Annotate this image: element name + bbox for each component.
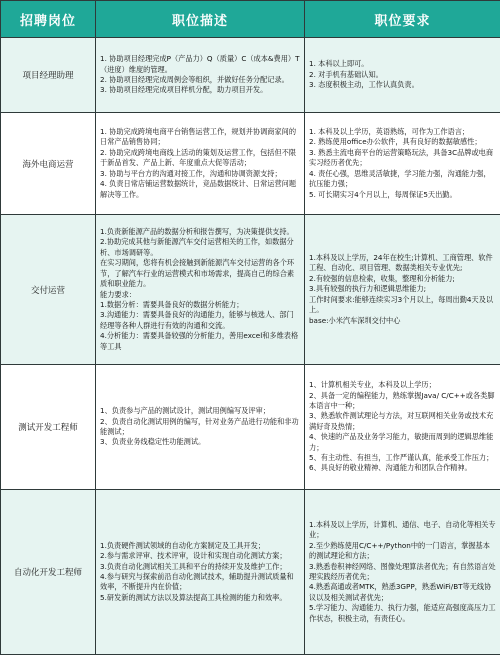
description-line: 3、负责业务线稳定性功能测试。 <box>100 437 300 447</box>
requirement-line: 6、具良好的敬业精神、沟通能力和团队合作精神。 <box>309 463 496 473</box>
header-requirements: 职位要求 <box>305 1 500 38</box>
description-cell <box>96 365 305 490</box>
requirement-line: 4.熟悉高通或者MTK，熟悉3GPP，熟悉WiFi/BT等无线协议以及相关测试者优先； <box>309 582 496 603</box>
description-line: 1.负责新能源产品的数据分析和报告撰写，为决策提供支持。 <box>100 227 300 237</box>
description-line: 2.协助完成其他与新能源汽车交付运营相关的工作，如数据分析、市场调研等。 <box>100 237 300 258</box>
header-description: 职位描述 <box>96 1 305 38</box>
description-line: 3. 协助与平台方的沟通对接工作，沟通和协调资源支持； <box>100 169 300 179</box>
requirement-line: 2.有较强的信息检索，收集，整理和分析能力; <box>309 274 496 284</box>
requirements-cell <box>305 113 500 215</box>
description-line: 4.分析能力：需要具备较强的分析能力，善用excel和多维表格等工具 <box>100 331 300 352</box>
description-line: 2. 协助完成跨境电商线上活动的策划及运营工作，包括但不限于新品首发、产品上新、年度重点大促等活动； <box>100 148 300 169</box>
description-line: 3. 协助项目经理完成项目样机分配，助力项目开发。 <box>100 85 300 95</box>
requirement-line: 1. 本科以上即可。 <box>309 59 496 69</box>
requirement-line: 2.至少熟练使用C/C++/Python中的一门语言，掌握基本的测试理论和方法； <box>309 541 496 562</box>
requirement-line: 3. 熟悉主流电商平台的运营策略玩法，具备3C品牌或电商实习经历者优先； <box>309 148 496 169</box>
requirement-line: 3.具有较强的执行力和逻辑思维能力; <box>309 284 496 294</box>
position-cell: 交付运营 <box>1 215 96 365</box>
requirement-line: 2、具备一定的编程能力，熟练掌握Java/ C/C++或各类脚本语言中一种； <box>309 391 496 412</box>
description-line: 3.负责自动化测试相关工具和平台的持续开发及维护工作； <box>100 562 300 572</box>
table-row <box>1 490 500 655</box>
requirements-cell <box>305 215 500 365</box>
position-cell: 项目经理助理 <box>1 38 96 113</box>
table-row <box>1 38 500 113</box>
requirement-line: 5. 可长期实习4个月以上，每周保证5天出勤。 <box>309 190 496 200</box>
table-row <box>1 215 500 365</box>
description-line: 1.负责硬件测试领域的自动化方案制定及工具开发； <box>100 541 300 551</box>
description-line: 2.参与需求评审、技术评审，设计和实现自动化测试方案； <box>100 551 300 561</box>
requirements-cell <box>305 365 500 490</box>
description-line: 5.研发新的测试方法以及算法提高工具检测的能力和效率。 <box>100 593 300 603</box>
table-row <box>1 365 500 490</box>
requirement-line: 1.本科及以上学历，24年在校生;计算机、工商管理、软件工程、自动化、项目管理、数据类相关专业优先; <box>309 253 496 274</box>
requirement-line: 5.学习能力、沟通能力、执行力强，能适应高强度高压力工作状态，积极主动，有责任心。 <box>309 603 496 624</box>
requirement-line: 3. 态度积极主动，工作认真负责。 <box>309 80 496 90</box>
description-line: 2. 协助项目经理完成周例会等组织，并做好任务分配记录。 <box>100 75 300 85</box>
requirement-line: 3.熟悉卷积神经网络、图像处理算法者优先；有自然语言处理实践经历者优先； <box>309 562 496 583</box>
requirement-line: 1.本科及以上学历，计算机、通信、电子、自动化等相关专业； <box>309 520 496 541</box>
description-line: 1. 协助完成跨境电商平台销售运营工作，规划并协调商家间的日常产品销售协同； <box>100 127 300 148</box>
description-line: 1. 协助项目经理完成P（产品力）Q（质量）C（成本&费用）T（进度）维度的管理。 <box>100 54 300 75</box>
description-line: 3.沟通能力：需要具备良好的沟通能力，能够与核选人、部门经理等各种人群进行有效的沟通和交流。 <box>100 310 300 331</box>
requirements-cell <box>305 38 500 113</box>
description-cell <box>96 490 305 655</box>
requirement-line: 1. 本科及以上学历，英语熟练，可作为工作语言； <box>309 127 496 137</box>
table-header-row <box>1 1 500 38</box>
description-line: 1.数据分析：需要具备良好的数据分析能力； <box>100 300 300 310</box>
header-position: 招聘岗位 <box>1 1 96 38</box>
description-line: 4.参与研究与探索前沿自动化测试技术，辅助提升测试质量和效率，不断提升内在价值； <box>100 572 300 593</box>
requirement-line: 2. 对手机有基础认知。 <box>309 70 496 80</box>
description-cell <box>96 113 305 215</box>
requirement-line: 3、熟悉软件测试理论与方法，对互联网相关业务或技术充满好奇及热情； <box>309 411 496 432</box>
position-cell: 海外电商运营 <box>1 113 96 215</box>
requirement-line: 工作时间要求:能够连续实习3个月以上，每周出勤4天及以上。 <box>309 295 496 316</box>
requirement-line: 4、快速的产品及业务学习能力，敏捷而周到的逻辑思维能力； <box>309 432 496 453</box>
description-cell <box>96 38 305 113</box>
requirement-line: 5、有主动性、有担当，工作严谨认真，能承受工作压力； <box>309 453 496 463</box>
description-line: 4. 负责日常店铺运营数据统计，竞品数据统计、日常运营问题解决等工作。 <box>100 179 300 200</box>
position-cell: 自动化开发工程师 <box>1 490 96 655</box>
requirement-line: base:小米汽车深圳交付中心 <box>309 316 496 326</box>
description-line: 2、负责自动化测试用例的编写，针对业务产品进行功能和非功能测试； <box>100 417 300 438</box>
table-row <box>1 113 500 215</box>
description-line: 在实习期间，您将有机会接触到新能源汽车交付运营的各个环节，了解汽车行业的运营模式和市场需求，提高自己的综合素质和职业能力。 <box>100 258 300 289</box>
description-line: 1、负责参与产品的测试设计，测试用例编写及评审； <box>100 406 300 416</box>
requirement-line: 2. 熟练使用office办公软件，具有良好的数据敏感性； <box>309 137 496 147</box>
position-cell: 测试开发工程师 <box>1 365 96 490</box>
table-body <box>1 38 500 655</box>
requirement-line: 4. 责任心强，思维灵活敏捷，学习能力强，沟通能力强，抗压能力强； <box>309 169 496 190</box>
description-cell <box>96 215 305 365</box>
requirement-line: 1、计算机相关专业，本科及以上学历； <box>309 380 496 390</box>
requirements-cell <box>305 490 500 655</box>
description-line: 能力要求： <box>100 290 300 300</box>
